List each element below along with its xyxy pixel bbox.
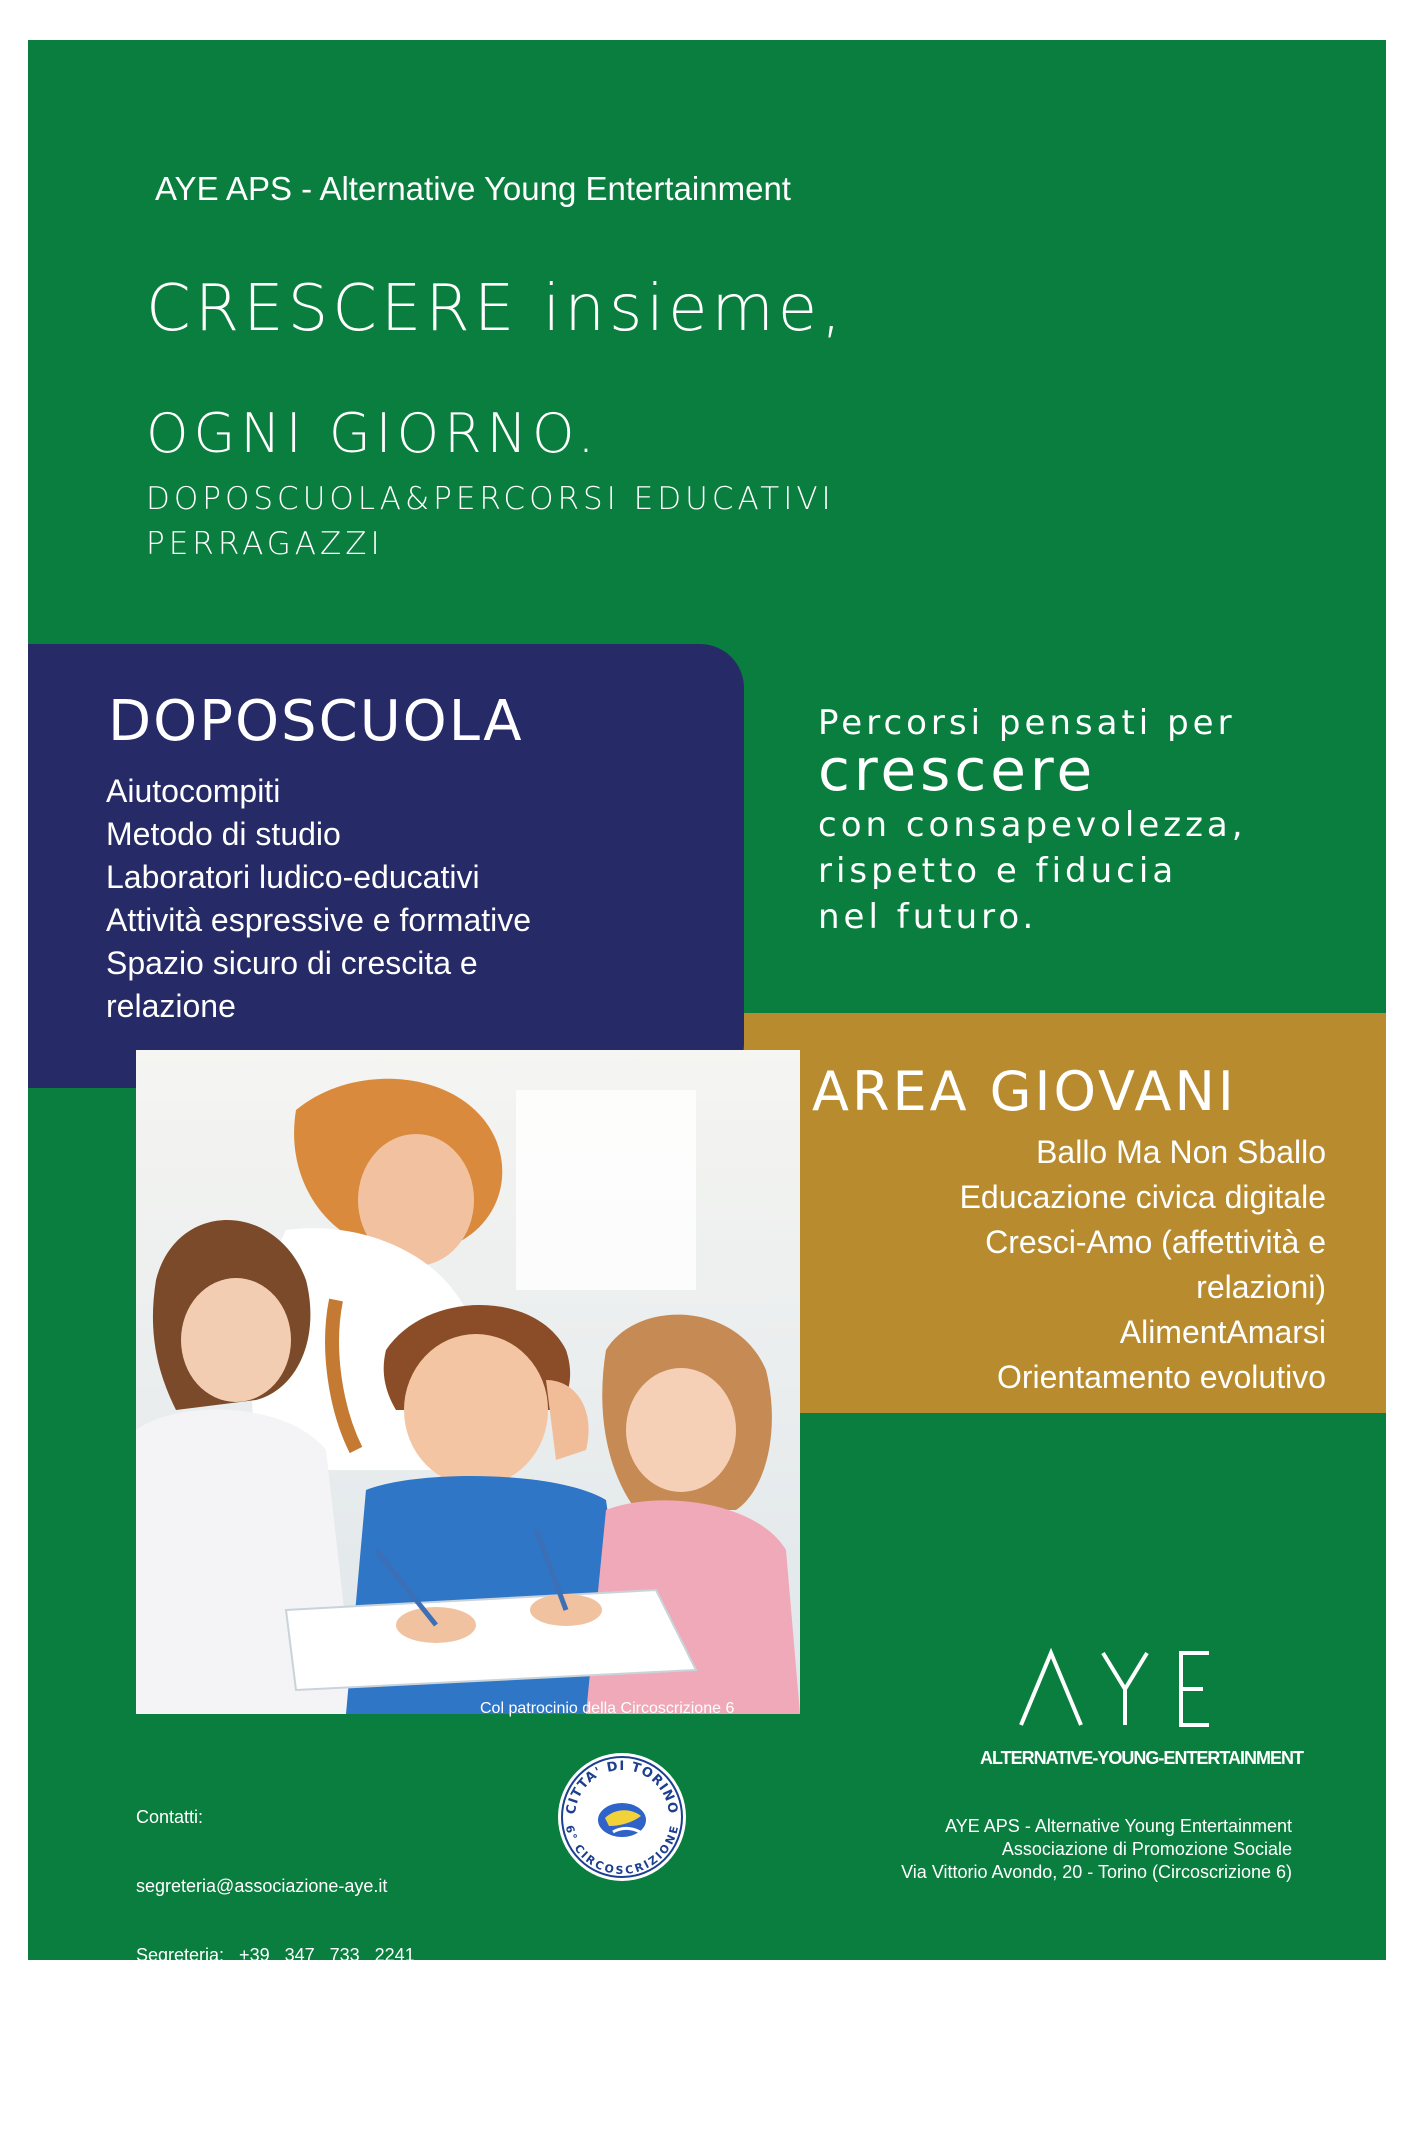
contact-email[interactable]: segreteria@associazione-aye.it (136, 1876, 388, 1896)
list-item: Educazione civica digitale (959, 1179, 1326, 1215)
footer-line: AYE APS - Alternative Young Entertainment (945, 1816, 1292, 1836)
seal-bottom-text: 6° CIRCOSCRIZIONE (562, 1823, 682, 1878)
contact-segreteria: Segreteria: +39 347 733 2241 (136, 1945, 415, 1965)
organization-name: AYE APS - Alternative Young Entertainment (155, 170, 791, 207)
list-item: Aiutocompiti (106, 773, 281, 809)
tagline-emphasis: crescere (818, 736, 1097, 804)
list-item: Ballo Ma Non Sballo (1036, 1134, 1326, 1170)
doposcuola-list (106, 770, 531, 1028)
list-item: AlimentAmarsi (1119, 1314, 1326, 1350)
area-giovani-list (960, 1130, 1326, 1400)
list-item: relazione (106, 988, 236, 1024)
footer-address: Via Vittorio Avondo, 20 - Torino (Circoscrizione 6) (901, 1862, 1292, 1882)
contact-presidente: Presidente: Ruggiero Ninno (136, 2083, 358, 2103)
footer-line: Associazione di Promozione Sociale (1001, 1839, 1292, 1859)
tagline-line: Percorsi pensati per (818, 703, 1236, 743)
tagline-line: con consapevolezza, (818, 805, 1247, 845)
children-studying-photo (136, 1050, 800, 1714)
list-item: Laboratori ludico-educativi (106, 859, 480, 895)
poster (28, 40, 1386, 2103)
headline-secondary: OGNI GIORNO. (146, 402, 600, 465)
tagline-line: rispetto e fiducia (818, 851, 1178, 891)
tagline-line: nel futuro. (818, 897, 1038, 937)
organization-footer (901, 1815, 1292, 1884)
seal-top-text: CITTA' DI TORINO (563, 1758, 681, 1816)
doposcuola-title: DOPOSCUOLA (108, 689, 524, 754)
area-giovani-title: AREA GIOVANI (812, 1060, 1237, 1123)
list-item: Orientamento evolutivo (996, 1359, 1326, 1395)
circoscrizione-seal (555, 1750, 689, 1884)
list-item: Spazio sicuro di crescita e (106, 945, 478, 981)
photo-illustration (136, 1050, 800, 1714)
headline-primary: CRESCERE insieme, (146, 272, 846, 346)
tagline (818, 700, 1247, 940)
subline-1: DOPOSCUOLA&PERCORSI EDUCATIVI (146, 481, 835, 517)
contact-presidenza: Presidenza:+39 334 534 6262 (136, 2014, 407, 2034)
aye-logo-subtitle: ALTERNATIVE-YOUNG-ENTERTAINMENT (980, 1748, 1303, 1768)
patronage-note: Col patrocinio della Circoscrizione 6 (480, 1700, 735, 1717)
list-item: Metodo di studio (106, 816, 341, 852)
list-item: Cresci-Amo (affettività e (985, 1224, 1326, 1260)
contacts-block (136, 1760, 415, 2151)
subline-2: PERRAGAZZI (146, 526, 384, 562)
aye-logo-mark-icon (1013, 1645, 1223, 1735)
seal-emblem-icon (555, 1750, 689, 1884)
aye-logo (1013, 1645, 1223, 1735)
list-item: relazioni) (1196, 1269, 1326, 1305)
contacts-heading: Contatti: (136, 1807, 204, 1827)
headline-subline (146, 477, 835, 567)
list-item: Attività espressive e formative (106, 902, 532, 938)
